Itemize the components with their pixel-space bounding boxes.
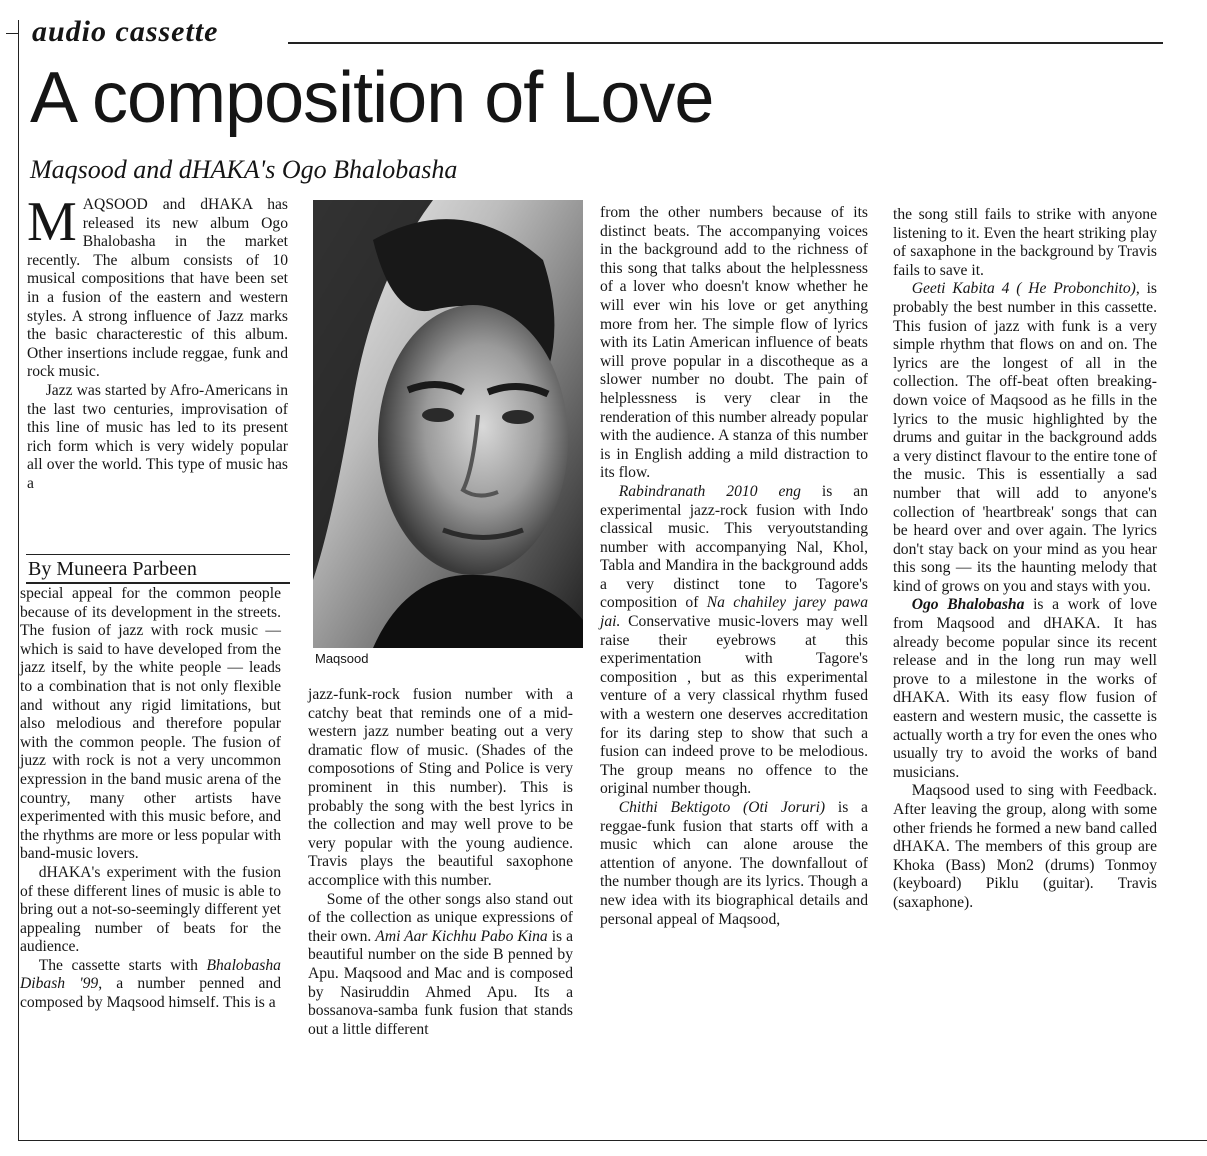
text-run: Conservative music-lovers may well raise their eyebrows at this experimentation with Tagore's composition , but as this experimental venture of a very classical rhythm fused with a western one deserves accreditation for its daring step to show that such a fusion can indeed prove to be melodious. The group means no offence to the original number though.	[600, 613, 868, 798]
text-run: Some of the other songs also stand out of the collection as unique expressions of their own.	[308, 890, 573, 945]
paragraph	[893, 280, 1157, 596]
paragraph: Jazz was started by Afro-Americans in the last two centuries, improvisation of this line of music has led to its present rich form which is very widely popular all over the world. This type of music has a	[27, 381, 288, 492]
text-run: is a reggae-funk fusion that starts off with a music which can alone arouse the attention of anyone. The downfallout of the number though are its lyrics. Though a new idea with its biographical details and personal appeal of Maqsood,	[600, 799, 868, 928]
section-rule	[288, 42, 1163, 44]
text-run: is a work of love from Maqsood and dHAKA. It has already become popular since its recent release and in the long run may well prove to a milestone in the works of dHAKA. With its easy flow fusion of eastern and western music, the cassette is actually worth a try for even the ones who usually try to avoid the works of band musicians.	[893, 596, 1157, 781]
song-title: Geeti Kabita 4 ( He Probonchito)	[911, 280, 1136, 298]
byline: By Muneera Parbeen	[26, 554, 290, 584]
column-1-bottom	[20, 585, 281, 1013]
song-title: Ami Aar Kichhu Pabo Kina	[375, 927, 548, 945]
bottom-rule	[18, 1140, 1207, 1141]
text-run: is a beautiful number on the side B penned by Apu. Maqsood and Mac and is composed by Nasiruddin Ahmed Apu. Its a bossanova-samba funk fusion that stands out a little different	[308, 927, 573, 1038]
paragraph	[893, 596, 1157, 782]
lead-paragraph	[27, 191, 288, 382]
paragraph: Maqsood used to sing with Feedback. After leaving the group, along with some other friends he formed a new band called dHAKA. The members of this group are Khoka (Bass) Mon2 (drums) Tonmoy (keyboard) Piklu (guitar). Travis (saxaphone).	[893, 782, 1157, 911]
portrait-image	[313, 200, 583, 648]
text-run: , is probably the best number in this cassette. This fusion of jazz with funk is a very simple rhythm that flows on and on. The lyrics are the longest of all in the collection. The off-beat often breaking-down voice of Maqsood as he fills in the lyrics to the music highlighted by the drums and guitar in the background adds a very distinct flavour to the entire tone of the music. This is essentially a sad number that will add to anyone's collection of 'heartbreak' songs that can be heard over and over again. The lyrics don't stay back on your mind as you hear this song — its the haunting melody that kind of grows on you and stays with you.	[893, 280, 1157, 595]
portrait-photo	[313, 200, 583, 648]
song-title: Chithi Bektigoto (Oti Joruri)	[618, 799, 826, 816]
photo-caption: Maqsood	[315, 651, 369, 666]
margin-tick	[6, 33, 18, 34]
left-margin-rule	[18, 20, 19, 1140]
headline: A composition of Love	[30, 58, 714, 138]
column-2	[308, 686, 573, 1039]
lead-text: AQSOOD and dHAKA has released its new album Ogo Bhalobasha in the market recently. The album consists of 10 musical compositions that have been set in a fusion of the eastern and western styles. A strong influence of Jazz marks the basic characterestic of this album. Other insertions include reggae, funk and rock music.	[27, 196, 288, 381]
paragraph	[600, 799, 868, 929]
paragraph: from the other numbers because of its distinct beats. The accompanying voices in the background add to the richness of this song that talks about the helplessness of a lover who doesn't know whether he will ever win his love or get anything more from her. The simple flow of lyrics with its Latin American influence of beats will prove popular in a discotheque as a slower number no doubt. The pain of helplessness is very clear in the renderation of this number already popular with the audience. A stanza of this number is in English adding a mild distraction to its flow.	[600, 204, 868, 482]
column-1-top	[27, 191, 288, 494]
album-title: Ogo Bhalobasha	[911, 596, 1025, 614]
song-title: Rabindranath 2010 eng	[618, 482, 801, 500]
column-4	[893, 206, 1157, 913]
subheadline: Maqsood and dHAKA's Ogo Bhalobasha	[30, 155, 458, 184]
paragraph	[20, 957, 281, 1013]
song-title: Na chahiley jarey pawa jai.	[600, 594, 868, 631]
paragraph: jazz-funk-rock fusion number with a catchy beat that reminds one of a mid-western jazz number beating out a very dramatic flow of music. (Shades of the composotions of Sting and Police is very prominent in this number). This is probably the song with the best lyrics in the collection and may well prove to be very popular with the young audience. Travis plays the beautiful saxophone accomplice with this number.	[308, 686, 573, 889]
text-run: The cassette starts with	[38, 956, 198, 974]
paragraph: dHAKA's experiment with the fusion of these different lines of music is able to bring out a not-so-seemingly different yet appealing number of beats for the audience.	[20, 863, 281, 956]
column-3	[600, 204, 868, 929]
paragraph: the song still fails to strike with anyone listening to it. Even the heart striking play of saxaphone in the background by Travis fails to save it.	[893, 206, 1157, 279]
paragraph	[600, 483, 868, 799]
drop-cap: M	[27, 191, 77, 253]
section-label: audio cassette	[32, 15, 219, 48]
paragraph: special appeal for the common people because of its development in the streets. The fusion of jazz with rock music — which is said to have developed from the jazz itself, by the white people — leads to a combination that is not only flexible and without any rigid limitations, but also melodious and therefore popular with the common people. The fusion of juzz with rock is not a very uncommon expression in the band music arena of the country, many other artists have experimented with this music before, and the rhythms are more or less popular with band-music lovers.	[20, 585, 281, 863]
text-run: is an experimental jazz-rock fusion with Indo classical music. This veryoutstanding number with accompanying Nal, Khol, Tabla and Mandira in the background adds a very distinct tone to Tagore's composition of	[600, 482, 868, 612]
text-run: , a number penned and composed by Maqsood himself. This is a	[20, 975, 281, 1012]
paragraph	[308, 891, 573, 1040]
song-title: Bhalobasha Dibash '99	[20, 956, 281, 993]
